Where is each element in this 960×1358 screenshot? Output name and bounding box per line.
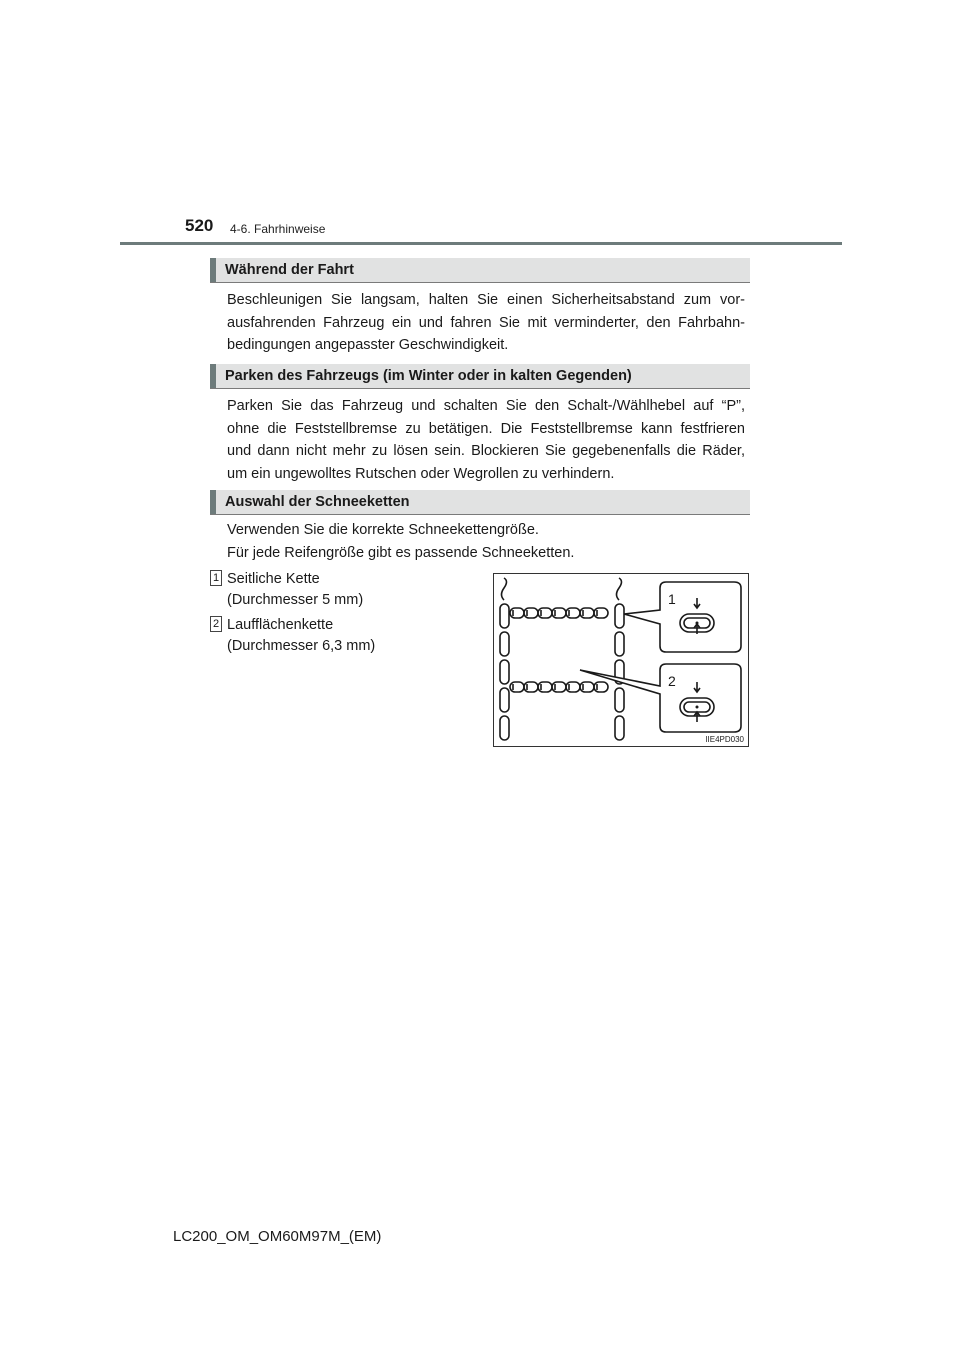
- item-line: Seitliche Kette: [227, 571, 320, 587]
- side-chain-right: [615, 578, 624, 740]
- heading-label: Während der Fahrt: [225, 262, 354, 278]
- text-line: ausfahrenden Fahrzeug ein und fahren Sie mit verminderter, den Fahrbahn-: [227, 314, 745, 331]
- callout-box-2: [580, 664, 741, 732]
- text-line: bedingungen angepasster Geschwindigkeit.: [227, 337, 509, 353]
- heading-accent-bar: [210, 490, 216, 514]
- header-divider: [120, 242, 842, 245]
- item-number-badge: 1: [210, 570, 222, 586]
- item-number-badge: 2: [210, 616, 222, 632]
- callout-box-1: [624, 582, 741, 652]
- callout-number-1: 1: [668, 591, 676, 607]
- chain-drawing: [494, 574, 749, 747]
- text-line: und dann nicht mehr zu lösen sein. Blockieren Sie gegebenenfalls die Räder,: [227, 443, 745, 459]
- text-line: ohne die Feststellbremse zu betätigen. Die Feststellbremse kann festfrieren: [227, 420, 745, 437]
- page-number: 520: [185, 216, 214, 235]
- text-line: Parken Sie das Fahrzeug und schalten Sie den Schalt-/Wählhebel auf “P”,: [227, 398, 745, 414]
- text-line: um ein ungewolltes Rutschen oder Wegrollen zu verhindern.: [227, 465, 615, 482]
- item-text: [227, 615, 375, 657]
- side-chain-left: [500, 578, 509, 740]
- item-text: [227, 569, 363, 611]
- item-line: (Durchmesser 5 mm): [227, 592, 364, 608]
- heading-accent-bar: [210, 258, 216, 282]
- tread-chain-upper: [510, 608, 608, 618]
- callout-number-2: 2: [668, 673, 676, 689]
- item-line: (Durchmesser 6,3 mm): [227, 638, 376, 654]
- heading-label: Parken des Fahrzeugs (im Winter oder in kalten Gegenden): [225, 368, 632, 384]
- figure-code: IIE4PD030: [705, 735, 744, 744]
- document-id: LC200_OM_OM60M97M_(EM): [173, 1228, 382, 1245]
- text-line: Beschleunigen Sie langsam, halten Sie einen Sicherheitsabstand zum vor-: [227, 292, 745, 308]
- heading-label: Auswahl der Schneeketten: [225, 494, 410, 510]
- text-line: Verwenden Sie die korrekte Schneekettengröße.: [227, 522, 539, 538]
- heading-accent-bar: [210, 364, 216, 388]
- paragraph-parken: [227, 395, 745, 485]
- heading-schneeketten: [210, 490, 750, 515]
- heading-parken: [210, 364, 750, 389]
- heading-waehrend-der-fahrt: [210, 258, 750, 283]
- tread-chain-lower: [510, 682, 608, 692]
- item-line: Laufflächenkette: [227, 617, 334, 633]
- text-line: Für jede Reifengröße gibt es passende Schneeketten.: [227, 544, 575, 561]
- snow-chain-illustration: [493, 573, 749, 747]
- paragraph-schneeketten: [227, 519, 745, 564]
- section-reference: 4-6. Fahrhinweise: [230, 222, 326, 236]
- paragraph-waehrend-der-fahrt: [227, 289, 745, 357]
